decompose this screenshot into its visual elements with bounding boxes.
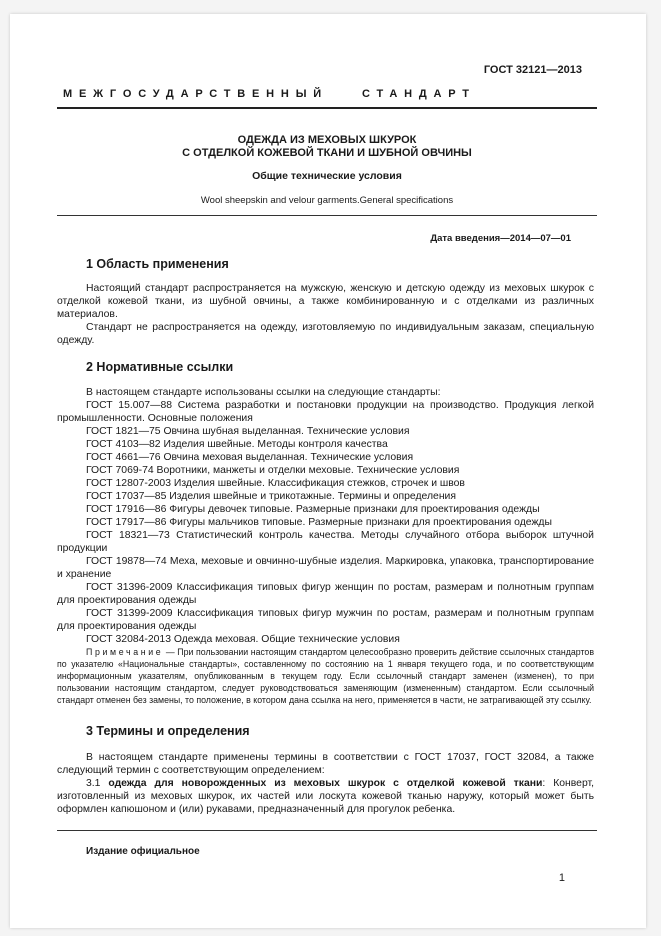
doc-title-line1: ОДЕЖДА ИЗ МЕХОВЫХ ШКУРОК: [237, 134, 417, 146]
doc-title: [57, 134, 597, 160]
reference-item: ГОСТ 17917—86 Фигуры мальчиков типовые. Размерные признаки для проектирования одежды: [86, 517, 552, 528]
section2-heading: 2 Нормативные ссылки: [86, 360, 234, 374]
term-definition: [57, 777, 594, 816]
page-number: 1: [558, 872, 565, 884]
reference-item: ГОСТ 18321—73 Статистический контроль качества. Методы случайного отбора выборок штучной продукции: [57, 530, 594, 554]
section3-heading: 3 Термины и определения: [86, 724, 250, 738]
doc-title-line2: С ОТДЕЛКОЙ КОЖЕВОЙ ТКАНИ И ШУБНОЙ ОВЧИНЫ: [182, 147, 472, 159]
header-rule: [57, 107, 597, 109]
standard-banner: [63, 88, 595, 100]
reference-item: ГОСТ 15.007—88 Система разработки и постановки продукции на производство. Продукция легкой промышленности. Основные положения: [57, 400, 594, 424]
reference-item: ГОСТ 7069-74 Воротники, манжеты и отделки меховые. Технические условия: [86, 465, 460, 476]
section2-body: [57, 386, 594, 646]
term-number: 3.1: [86, 778, 101, 789]
note-text: — При пользовании настоящим стандартом целесообразно проверить действие ссылочных стандартов по указателю «Национальные стандарты», составленному по состоянию на 1 января текущего года, и по соответствующим информационным указателям, опубликованным в текущем году. Если ссылочный стандарт заменен (изменен), то при пользовании настоящим стандартом, следует руководствоваться заменяющим (измененным) стандартом. Если ссылочный стандарт отменен без замены, то положение, в котором дана ссылка на него, применяется в части, не затрагивающей эту ссылку.: [57, 647, 594, 705]
reference-item: ГОСТ 4103—82 Изделия швейные. Методы контроля качества: [86, 439, 388, 450]
intro-date: Дата введения—2014—07—01: [430, 233, 571, 244]
document-page: [10, 14, 646, 928]
reference-item: ГОСТ 12807-2003 Изделия швейные. Классификация стежков, строчек и швов: [86, 478, 465, 489]
section1-paragraph: Стандарт не распространяется на одежду, изготовляемую по индивидуальным заказам, специальную одежду.: [57, 322, 594, 346]
section1-heading: 1 Область применения: [86, 257, 229, 271]
standard-word-interstate: МЕЖГОСУДАРСТВЕННЫЙ: [63, 88, 329, 100]
title-rule: [57, 215, 597, 216]
doc-subtitle: Общие технические условия: [252, 170, 402, 182]
reference-item: ГОСТ 1821—75 Овчина шубная выделанная. Технические условия: [86, 426, 410, 437]
reference-item: ГОСТ 17037—85 Изделия швейные и трикотажные. Термины и определения: [86, 491, 456, 502]
term-definition-text: : Конверт, изготовленный из меховых шкурок, их частей или лоскута кожевой тканью наружу, который может быть оформлен капюшоном и (или) рукавами, предназначенный для прогулок ребенка.: [57, 778, 594, 815]
reference-item: ГОСТ 17916—86 Фигуры девочек типовые. Размерные признаки для проектирования одежды: [86, 504, 540, 515]
note-label: Примечание: [86, 647, 164, 657]
section3-body: [57, 751, 594, 816]
official-edition-label: Издание официальное: [86, 846, 200, 857]
footer-rule: [57, 830, 597, 831]
section2-intro: В настоящем стандарте использованы ссылки на следующие стандарты:: [86, 387, 441, 398]
reference-item: ГОСТ 31396-2009 Классификация типовых фигур женщин по ростам, размерам и полнотным группам для проектирования одежды: [57, 582, 594, 606]
term-name: одежда для новорожденных из меховых шкурок с отделкой кожевой ткани: [108, 778, 543, 789]
section2-note: [57, 646, 594, 706]
doc-code: ГОСТ 32121—2013: [483, 64, 582, 76]
section1-body: [57, 282, 594, 347]
reference-item: ГОСТ 32084-2013 Одежда меховая. Общие технические условия: [86, 634, 400, 645]
reference-item: ГОСТ 4661—76 Овчина меховая выделанная. Технические условия: [86, 452, 414, 463]
reference-item: ГОСТ 31399-2009 Классификация типовых фигур мужчин по ростам, размерам и полнотным группам для проектирования одежды: [57, 608, 594, 632]
section1-paragraph: Настоящий стандарт распространяется на мужскую, женскую и детскую одежду из меховых шкурок с отделкой кожевой ткани, из шубной овчины, а также комбинированную и с отделками из различных материалов.: [57, 283, 594, 320]
section3-intro: В настоящем стандарте применены термины в соответствии с ГОСТ 17037, ГОСТ 32084, а также следующий термин с соответствующим определением:: [57, 752, 594, 776]
standard-word-standard: СТАНДАРТ: [362, 88, 476, 100]
reference-item: ГОСТ 19878—74 Меха, меховые и овчинно-шубные изделия. Маркировка, упаковка, транспортирование и хранение: [57, 556, 594, 580]
doc-title-english: Wool sheepskin and velour garments.General specifications: [200, 195, 454, 206]
